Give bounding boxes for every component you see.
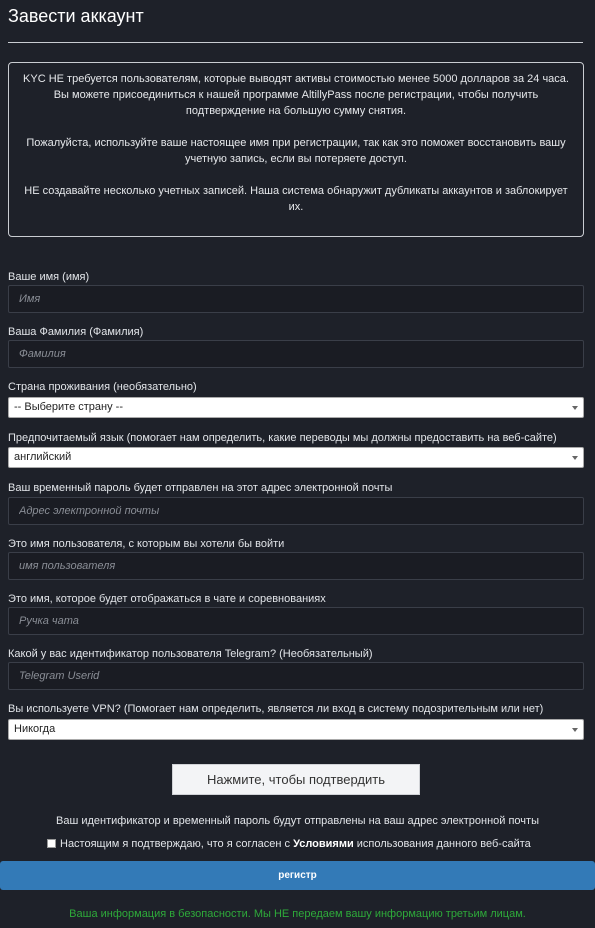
country-selected-value: -- Выберите страну -- xyxy=(14,401,124,413)
terms-link[interactable]: Условиями xyxy=(293,838,354,850)
confirm-button[interactable]: Нажмите, чтобы подтвердить xyxy=(172,764,420,795)
country-label: Страна проживания (необязательно) xyxy=(8,381,197,393)
kyc-notice xyxy=(8,62,584,237)
language-select[interactable] xyxy=(8,447,584,468)
notice-line: Вы можете присоединиться к нашей программе AltillyPass после регистрации, чтобы получить подтверждение на большую сумму снятия. xyxy=(53,89,539,117)
terms-checkbox[interactable] xyxy=(47,839,56,848)
last-name-input[interactable] xyxy=(8,340,584,368)
vpn-label: Вы используете VPN? (Помогает нам определить, является ли вход в систему подозрительным или нет) xyxy=(8,703,544,715)
chat-handle-label: Это имя, которое будет отображаться в чате и соревнованиях xyxy=(8,593,326,605)
language-label: Предпочитаемый язык (помогает нам определить, какие переводы мы должны предоставить на веб-сайте) xyxy=(8,432,557,444)
security-note: Ваша информация в безопасности. Мы НЕ передаем вашу информацию третьим лицам. xyxy=(69,908,526,920)
notice-line: Пожалуйста, используйте ваше настоящее имя при регистрации, так как это поможет восстановить вашу учетную запись, если вы потеряете доступ. xyxy=(26,137,566,165)
info-text: Ваш идентификатор и временный пароль будут отправлены на ваш адрес электронной почты xyxy=(56,815,539,827)
telegram-input[interactable] xyxy=(8,662,584,690)
chevron-down-icon xyxy=(572,456,578,460)
country-select[interactable] xyxy=(8,397,584,418)
title-divider xyxy=(8,42,583,43)
username-label: Это имя пользователя, с которым вы хотели бы войти xyxy=(8,538,285,550)
email-input[interactable] xyxy=(8,497,584,525)
vpn-select[interactable] xyxy=(8,719,584,740)
register-button[interactable]: регистр xyxy=(0,861,595,890)
first-name-label: Ваше имя (имя) xyxy=(8,271,90,283)
chevron-down-icon xyxy=(572,728,578,732)
chevron-down-icon xyxy=(572,406,578,410)
terms-agreement xyxy=(47,838,531,850)
agree-suffix: использования данного веб-сайта xyxy=(353,838,531,850)
email-label: Ваш временный пароль будет отправлен на этот адрес электронной почты xyxy=(8,482,393,494)
agree-prefix: Настоящим я подтверждаю, что я согласен с xyxy=(60,838,294,850)
notice-line: KYC НЕ требуется пользователям, которые выводят активы стоимостью менее 5000 долларов за 24 часа. xyxy=(23,73,569,85)
last-name-label: Ваша Фамилия (Фамилия) xyxy=(8,326,144,338)
vpn-selected-value: Никогда xyxy=(14,723,56,735)
chat-handle-input[interactable] xyxy=(8,607,584,635)
telegram-label: Какой у вас идентификатор пользователя Telegram? (Необязательный) xyxy=(8,648,373,660)
language-selected-value: английский xyxy=(14,451,72,463)
first-name-input[interactable] xyxy=(8,285,584,313)
notice-line: НЕ создавайте несколько учетных записей. Наша система обнаружит дубликаты аккаунтов и заблокирует их. xyxy=(24,185,568,213)
username-input[interactable] xyxy=(8,552,584,580)
page-title: Завести аккаунт xyxy=(8,6,144,26)
